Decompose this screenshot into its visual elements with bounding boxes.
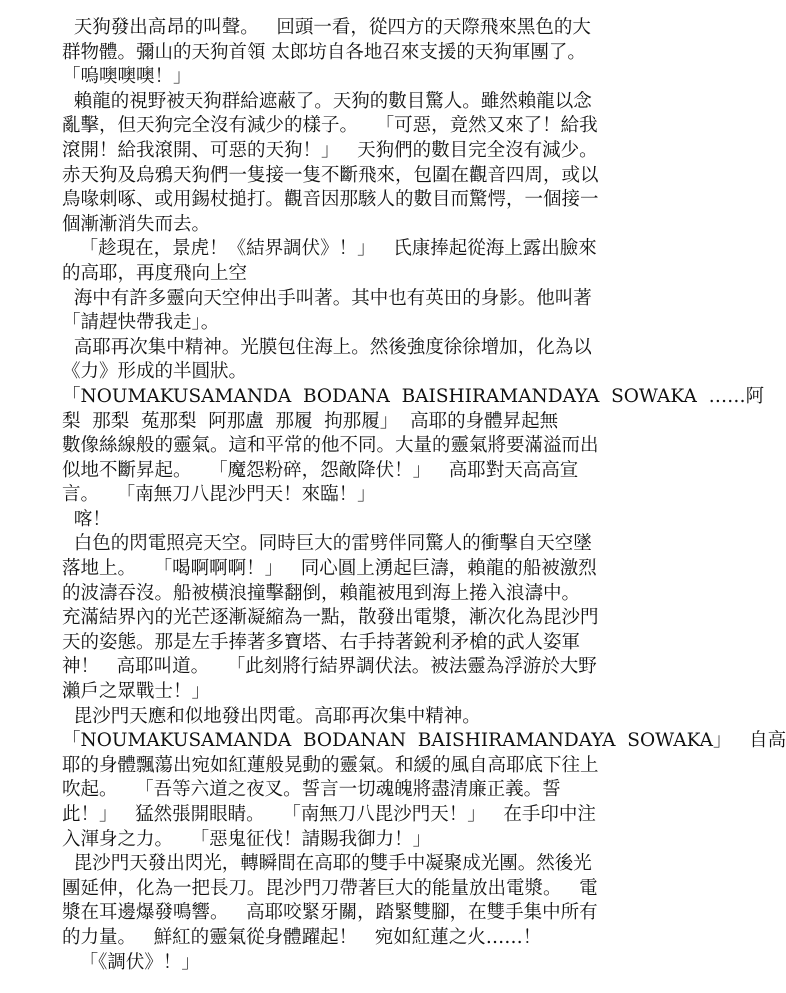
text-line: 海中有許多靈向天空伸出手叫著。其中也有英田的身影。他叫著 xyxy=(62,287,592,309)
text-line: 「請趕快帶我走」。 xyxy=(62,312,220,334)
text-line: 吹起。 「吾等六道之夜叉。誓言一切魂魄將盡清廉正義。誓 xyxy=(62,779,561,801)
text-line: 「NOUMAKUSAMANDA BODANAN BAISHIRAMANDAYA SOWAKA」 自高 xyxy=(62,730,786,752)
text-line: 「趁現在，景虎！《結界調伏》！」 氏康捧起從海上露出臉來 xyxy=(62,238,597,260)
text-line: 白色的閃電照亮天空。同時巨大的雷劈伴同驚人的衝擊自天空墜 xyxy=(62,533,592,555)
text-line: 數像絲線般的靈氣。這和平常的他不同。大量的靈氣將要滿溢而出 xyxy=(62,435,599,457)
text-line: 個漸漸消失而去。 xyxy=(62,213,211,235)
text-line: 的高耶，再度飛向上空 xyxy=(62,262,248,284)
text-line: 《力》形成的半圓狀。 xyxy=(62,361,248,383)
text-line: 此！」 猛然張開眼睛。 「南無刀八毘沙門天！」 在手印中注 xyxy=(62,804,596,825)
text-line: 團延伸，化為一把長刀。毘沙門刀帶著巨大的能量放出電漿。 電 xyxy=(62,877,598,899)
text-line: 滾開！給我滾開、可惡的天狗！」 天狗們的數目完全沒有減少。 xyxy=(62,139,598,161)
text-line: 喀！ xyxy=(62,508,111,530)
text-line: 落地上。 「喝啊啊啊！」 同心圓上湧起巨濤，賴龍的船被激烈 xyxy=(62,558,597,580)
text-line: 的波濤吞沒。船被橫浪撞擊翻倒，賴龍被甩到海上捲入浪濤中。 xyxy=(62,582,581,604)
text-line: 似地不斷昇起。 「魔怨粉碎，怨敵降伏！」 高耶對天高高宣 xyxy=(62,459,579,481)
text-line: 神！ 高耶叫道。 「此刻將行結界調伏法。被法靈為浮游於大野 xyxy=(62,656,597,678)
document-page xyxy=(62,16,786,975)
text-line: 高耶再次集中精神。光膜包住海上。然後強度徐徐增加，化為以 xyxy=(62,336,592,358)
text-line: 毘沙門天發出閃光，轉瞬間在高耶的雙手中凝聚成光團。然後光 xyxy=(62,853,592,875)
text-line: 漿在耳邊爆發鳴響。 高耶咬緊牙關，踏緊雙腳，在雙手集中所有 xyxy=(62,902,598,924)
text-line: 入渾身之力。 「惡鬼征伐！請賜我御力！」 xyxy=(62,828,432,850)
text-line: 梨 那梨 菟那梨 阿那盧 那履 拘那履」 高耶的身體昇起無 xyxy=(62,410,559,432)
text-line: 群物體。彌山的天狗首領 太郎坊自各地召來支援的天狗軍團了。 xyxy=(62,41,586,63)
text-line: 言。 「南無刀八毘沙門天！來臨！」 xyxy=(62,484,376,506)
text-line: 「《調伏》！」 xyxy=(62,951,200,973)
text-line: 「嗚噢噢噢！」 xyxy=(62,66,192,88)
text-line: 鳥喙刺啄、或用錫杖搥打。觀音因那駭人的數目而驚愕，一個接一 xyxy=(62,189,599,211)
text-line: 充滿結界內的光芒逐漸凝縮為一點，散發出電漿，漸次化為毘沙門 xyxy=(62,607,599,629)
text-line: 赤天狗及烏鴉天狗們一隻接一隻不斷飛來，包圍在觀音四周，或以 xyxy=(62,164,599,186)
text-line: 的力量。 鮮紅的靈氣從身體躍起！ 宛如紅蓮之火……！ xyxy=(62,926,542,948)
text-line: 賴龍的視野被天狗群給遮蔽了。天狗的數目驚人。雖然賴龍以念 xyxy=(62,90,592,112)
text-line: 天狗發出高昂的叫聲。 回頭一看，從四方的天際飛來黑色的大 xyxy=(62,17,591,38)
text-line: 亂擊，但天狗完全沒有減少的樣子。 「可惡，竟然又來了！給我 xyxy=(62,115,598,137)
text-line: 毘沙門天應和似地發出閃電。高耶再次集中精神。 xyxy=(62,705,481,727)
text-line: 瀨戶之眾戰士！」 xyxy=(62,681,211,703)
text-line: 天的姿態。那是左手捧著多寶塔、右手持著銳利矛槍的武人姿軍 xyxy=(62,631,581,653)
text-line: 「NOUMAKUSAMANDA BODANA BAISHIRAMANDAYA SOWAKA ……阿 xyxy=(62,385,765,407)
text-line: 耶的身體飄蕩出宛如紅蓮般晃動的靈氣。和緩的風自高耶底下往上 xyxy=(62,754,599,776)
